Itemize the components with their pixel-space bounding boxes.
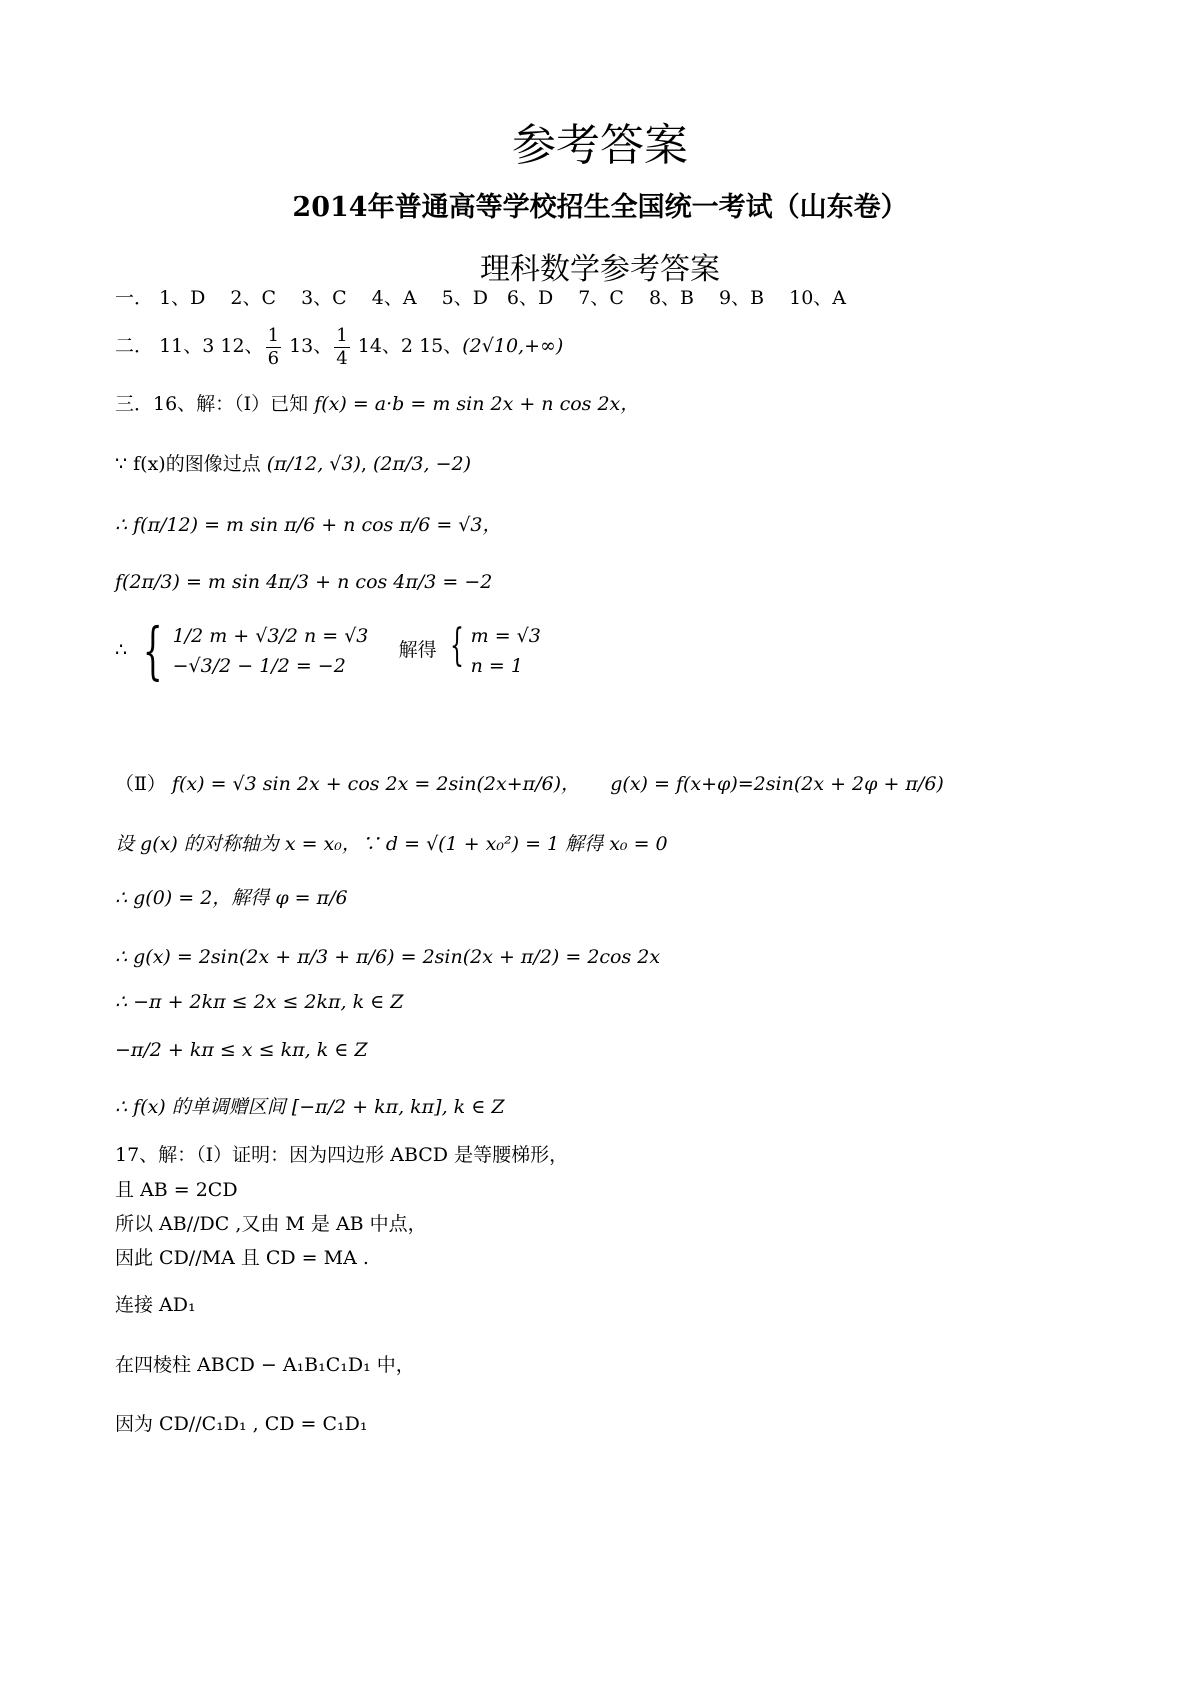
system-eq1: 1/2 m + √3/2 n = √3 — [172, 625, 369, 647]
q16-gx: ∴ g(x) = 2sin(2x + π/3 + π/6) = 2sin(2x + π/2) = 2cos 2x — [115, 946, 661, 968]
q16-points-label: ∵ f(x)的图像过点 — [115, 453, 261, 475]
part-ii-f: f(x) = √3 sin 2x + cos 2x = 2sin(2x+π/6)， — [171, 773, 581, 795]
q16-part2 — [115, 772, 944, 796]
system-eq2: −√3/2 − 1/2 = −2 — [172, 655, 346, 677]
page-title: 参考答案 — [512, 120, 688, 171]
q16-point2: (2π/3, −2) — [373, 453, 471, 475]
q16-formula: f(x) = a·b = m sin 2x + n cos 2x， — [314, 393, 640, 415]
exam-title: 2014年普通高等学校招生全国统一考试（山东卷） — [292, 192, 908, 223]
solution-n: n = 1 — [470, 655, 523, 677]
therefore-symbol: ∴ — [115, 639, 128, 661]
q17-line2: 且 AB = 2CD — [115, 1179, 238, 1201]
answer-13-fraction: $\frac{1}{4}$ — [336, 324, 348, 369]
part-ii-g: g(x) = f(x+φ)=2sin(2x + 2φ + π/6) — [610, 773, 944, 795]
q16-system — [115, 614, 541, 687]
q16-line3: ∴ f(π/12) = m sin π/6 + n cos π/6 = √3， — [115, 514, 502, 536]
q17-line3: 所以 AB//DC ,又由 M 是 AB 中点， — [115, 1213, 427, 1235]
q17-line4: 因此 CD//MA 且 CD = MA . — [115, 1247, 369, 1269]
q16-line1 — [115, 392, 639, 416]
q16-g0: ∴ g(0) = 2，解得 φ = π/6 — [115, 887, 348, 909]
subtitle: 理科数学参考答案 — [480, 252, 720, 287]
q16-intro: 三．16、解：（Ⅰ）已知 — [115, 393, 309, 415]
answer-11: 11、3 — [159, 335, 215, 357]
q17-line6: 在四棱柱 ABCD − A₁B₁C₁D₁ 中， — [115, 1354, 415, 1376]
solve-label: 解得 — [398, 639, 437, 661]
part-ii-label: （Ⅱ） — [115, 773, 166, 795]
q16-axis: 设 g(x) 的对称轴为 x = x₀，∵ d = √(1 + x₀²) = 1 解得 x₀ = 0 — [115, 833, 668, 855]
q16-ineq2: −π/2 + kπ ≤ x ≤ kπ, k ∈ Z — [115, 1039, 368, 1061]
solution-system: { m = √3 n = 1 — [449, 620, 541, 677]
answer-14: 14、2 — [357, 335, 414, 357]
part2-answers — [115, 322, 563, 370]
part1-label: 一． — [115, 287, 154, 309]
part1-list: 1、D 2、C 3、C 4、A 5、D 6、D 7、C 8、B 9、B 10、A — [159, 287, 847, 309]
q17-line5: 连接 AD₁ — [115, 1294, 196, 1316]
solution-m: m = √3 — [470, 625, 541, 647]
q16-ineq1: ∴ −π + 2kπ ≤ 2x ≤ 2kπ, k ∈ Z — [115, 991, 404, 1013]
answer-13-label: 13、 — [289, 335, 333, 357]
q17-line1: 17、解：（Ⅰ）证明：因为四边形 ABCD 是等腰梯形， — [115, 1144, 569, 1166]
q16-point1: (π/12, √3) — [266, 453, 361, 475]
answer-12-label: 12、 — [220, 335, 264, 357]
q16-line2: ∵ f(x)的图像过点 (π/12, √3), (2π/3, −2) — [115, 453, 471, 475]
answer-15-label: 15、 — [419, 335, 463, 357]
q17-line7: 因为 CD//C₁D₁ , CD = C₁D₁ — [115, 1413, 368, 1435]
answer-15-value: (2√10,+∞) — [462, 335, 564, 357]
part1-answers — [115, 286, 846, 310]
equation-system: { 1/2 m + √3/2 n = √3 −√3/2 − 1/2 = −2 — [143, 614, 369, 687]
answer-12-fraction: $\frac{1}{6}$ — [267, 324, 280, 369]
q16-line4: f(2π/3) = m sin 4π/3 + n cos 4π/3 = −2 — [115, 571, 493, 593]
part2-label: 二． — [115, 335, 154, 357]
q16-increasing: ∴ f(x) 的单调赠区间 [−π/2 + kπ, kπ], k ∈ Z — [115, 1096, 505, 1118]
